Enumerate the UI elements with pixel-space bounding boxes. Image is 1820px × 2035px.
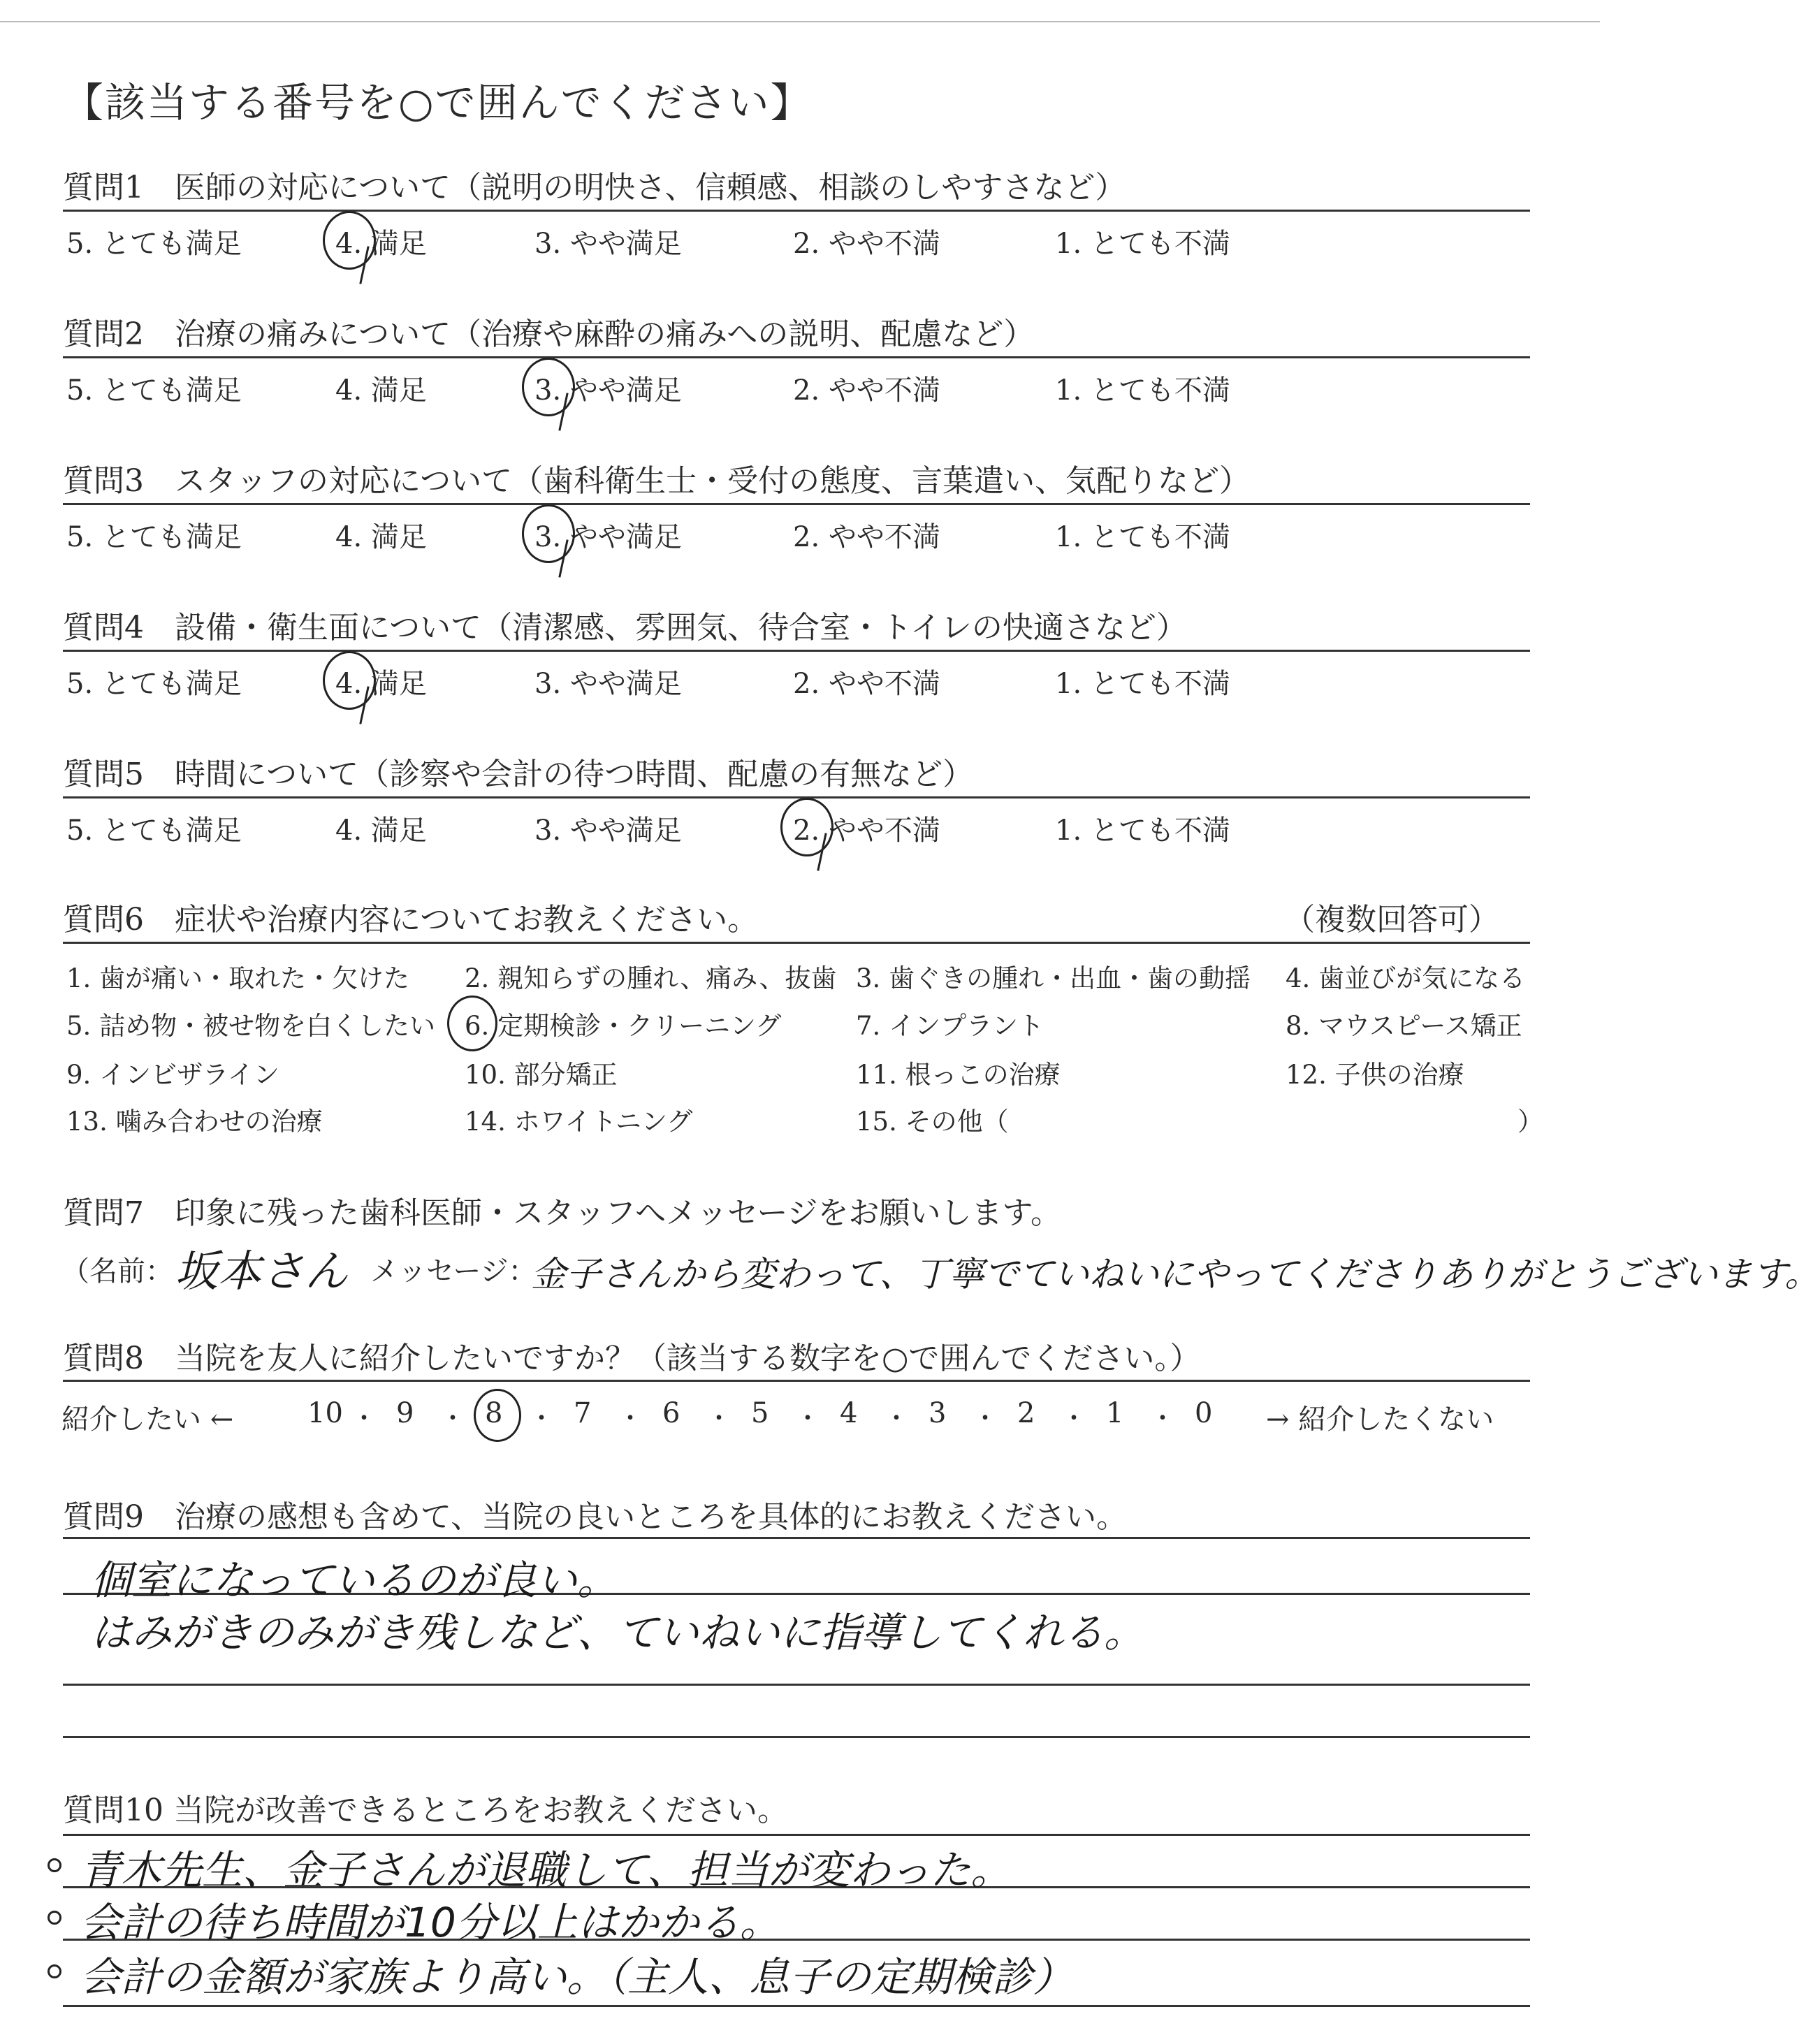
q1-option-1[interactable]: 1. とても不満 bbox=[1055, 228, 1230, 260]
q3-option-3[interactable]: 3. やや満足 bbox=[534, 521, 682, 553]
q6-option-10[interactable]: 10. 部分矯正 bbox=[465, 1060, 618, 1090]
q8-heading: 質問8 当院を友人に紹介したいですか？（該当する数字を○で囲んでください。） bbox=[63, 1341, 1201, 1376]
q7-message-label: メッセージ： bbox=[370, 1255, 537, 1288]
q5-option-4[interactable]: 4. 満足 bbox=[335, 815, 427, 847]
q6-option-8[interactable]: 8. マウスピース矯正 bbox=[1286, 1011, 1522, 1041]
separator-dot-icon: ・ bbox=[1061, 1404, 1087, 1433]
q2-option-2[interactable]: 2. やや不満 bbox=[793, 374, 940, 407]
separator-dot-icon: ・ bbox=[1150, 1404, 1176, 1433]
q8-left-label: 紹介したい ← bbox=[61, 1403, 234, 1436]
q10-answer-2[interactable]: 会計の待ち時間が10分以上はかかる。 bbox=[80, 1899, 780, 1946]
q5-rule bbox=[63, 796, 1530, 798]
q3-option-1[interactable]: 1. とても不満 bbox=[1055, 521, 1230, 553]
q3-option-4[interactable]: 4. 満足 bbox=[335, 521, 427, 553]
selection-circle-icon bbox=[323, 651, 376, 710]
q5-option-1[interactable]: 1. とても不満 bbox=[1055, 815, 1230, 847]
q8-scale-5[interactable]: 5 bbox=[751, 1397, 769, 1429]
q8-scale-9[interactable]: 9 bbox=[396, 1397, 414, 1429]
q5-option-2[interactable]: 2. やや不満 bbox=[793, 815, 940, 847]
separator-dot-icon: ・ bbox=[884, 1404, 910, 1433]
q6-option-11[interactable]: 11. 根っこの治療 bbox=[856, 1060, 1061, 1090]
q6-option-14[interactable]: 14. ホワイトニング bbox=[465, 1107, 693, 1137]
selection-circle-icon bbox=[522, 358, 575, 416]
q2-option-4[interactable]: 4. 満足 bbox=[335, 374, 427, 407]
q4-option-1[interactable]: 1. とても不満 bbox=[1055, 668, 1230, 700]
q8-scale-3[interactable]: 3 bbox=[929, 1397, 947, 1429]
q6-option-13[interactable]: 13. 噛み合わせの治療 bbox=[66, 1107, 323, 1137]
q3-option-5[interactable]: 5. とても満足 bbox=[66, 521, 242, 553]
q3-heading: 質問3 スタッフの対応について（歯科衛生士・受付の態度、言葉遣い、気配りなど） bbox=[63, 463, 1251, 499]
separator-dot-icon: ・ bbox=[529, 1404, 555, 1433]
q9-line-4 bbox=[63, 1736, 1530, 1738]
q10-answer-3[interactable]: 会計の金額が家族より高い。（主人、息子の定期検診） bbox=[80, 1953, 1074, 2001]
page-title: 【該当する番号を○で囲んでください】 bbox=[63, 79, 813, 126]
q4-option-5[interactable]: 5. とても満足 bbox=[66, 668, 242, 700]
q1-option-5[interactable]: 5. とても満足 bbox=[66, 228, 242, 260]
q6-option-4[interactable]: 4. 歯並びが気になる bbox=[1286, 963, 1526, 993]
bullet-icon bbox=[48, 1911, 61, 1925]
q6-option-3[interactable]: 3. 歯ぐきの腫れ・出血・歯の動揺 bbox=[856, 963, 1251, 993]
q10-line-4 bbox=[63, 2005, 1530, 2007]
q7-heading: 質問7 印象に残った歯科医師・スタッフへメッセージをお願いします。 bbox=[63, 1195, 1061, 1231]
q4-option-3[interactable]: 3. やや満足 bbox=[534, 668, 682, 700]
separator-dot-icon: ・ bbox=[973, 1404, 998, 1433]
q8-scale-8[interactable]: 8 bbox=[485, 1397, 503, 1429]
q4-option-2[interactable]: 2. やや不満 bbox=[793, 668, 940, 700]
separator-dot-icon: ・ bbox=[351, 1404, 377, 1433]
q10-line-1 bbox=[63, 1834, 1530, 1836]
q2-option-3[interactable]: 3. やや満足 bbox=[534, 374, 682, 407]
q7-name-value[interactable]: 坂本さん bbox=[175, 1246, 349, 1297]
q1-heading: 質問1 医師の対応について（説明の明快さ、信頼感、相談のしやすさなど） bbox=[63, 170, 1126, 205]
q6-option-1[interactable]: 1. 歯が痛い・取れた・欠けた bbox=[66, 963, 410, 993]
q8-scale-10[interactable]: 10 bbox=[307, 1397, 343, 1429]
q2-heading: 質問2 治療の痛みについて（治療や麻酔の痛みへの説明、配慮など） bbox=[63, 316, 1035, 352]
q3-option-2[interactable]: 2. やや不満 bbox=[793, 521, 940, 553]
q6-rule bbox=[63, 942, 1530, 944]
q8-scale-0[interactable]: 0 bbox=[1195, 1397, 1213, 1429]
q8-scale-1[interactable]: 1 bbox=[1106, 1397, 1124, 1429]
separator-dot-icon: ・ bbox=[795, 1404, 821, 1433]
q8-scale-6[interactable]: 6 bbox=[662, 1397, 680, 1429]
q1-option-4[interactable]: 4. 満足 bbox=[335, 228, 427, 260]
bullet-icon bbox=[48, 1964, 61, 1978]
q2-rule bbox=[63, 356, 1530, 358]
q9-answer-1[interactable]: 個室になっているのが良い。 bbox=[91, 1556, 618, 1604]
q8-right-label: → 紹介したくない bbox=[1266, 1403, 1494, 1436]
selection-circle-icon bbox=[474, 1389, 521, 1442]
q5-option-3[interactable]: 3. やや満足 bbox=[534, 815, 682, 847]
q4-rule bbox=[63, 650, 1530, 652]
q9-heading: 質問9 治療の感想も含めて、当院の良いところを具体的にお教えください。 bbox=[63, 1499, 1128, 1535]
selection-circle-icon bbox=[780, 798, 833, 856]
q9-line-3 bbox=[63, 1684, 1530, 1686]
q7-message-value[interactable]: 金子さんから変わって、丁寧でていねいにやってくださりありがとうございます。 bbox=[531, 1254, 1820, 1294]
q6-option-6[interactable]: 6. 定期検診・クリーニング bbox=[465, 1011, 782, 1041]
q6-option-5[interactable]: 5. 詰め物・被せ物を白くしたい bbox=[66, 1011, 436, 1041]
page-top-edge bbox=[0, 21, 1600, 22]
q6-heading: 質問6 症状や治療内容についてお教えください。 bbox=[63, 902, 759, 938]
q5-heading: 質問5 時間について（診察や会計の待つ時間、配慮の有無など） bbox=[63, 757, 974, 792]
q4-option-4[interactable]: 4. 満足 bbox=[335, 668, 427, 700]
q8-scale-4[interactable]: 4 bbox=[840, 1397, 858, 1429]
selection-circle-icon bbox=[522, 504, 575, 563]
q1-rule bbox=[63, 210, 1530, 212]
separator-dot-icon: ・ bbox=[706, 1404, 732, 1433]
q3-rule bbox=[63, 503, 1530, 505]
q4-heading: 質問4 設備・衛生面について（清潔感、雰囲気、待合室・トイレの快適さなど） bbox=[63, 610, 1187, 645]
q10-heading: 質問10 当院が改善できるところをお教えください。 bbox=[63, 1793, 788, 1828]
separator-dot-icon: ・ bbox=[618, 1404, 643, 1433]
q6-option-16[interactable]: ） bbox=[1517, 1107, 1543, 1137]
q9-answer-2[interactable]: はみがきのみがき残しなど、ていねいに指導してくれる。 bbox=[91, 1609, 1145, 1656]
q9-line-1 bbox=[63, 1537, 1530, 1539]
q5-option-5[interactable]: 5. とても満足 bbox=[66, 815, 242, 847]
q2-option-5[interactable]: 5. とても満足 bbox=[66, 374, 242, 407]
q8-scale-7[interactable]: 7 bbox=[574, 1397, 592, 1429]
q6-option-12[interactable]: 12. 子供の治療 bbox=[1286, 1060, 1464, 1090]
q6-note: （複数回答可） bbox=[1284, 902, 1499, 938]
q7-name-label: （名前： bbox=[61, 1255, 173, 1288]
q10-answer-1[interactable]: 青木先生、金子さんが退職して、担当が変わった。 bbox=[80, 1846, 1012, 1894]
q1-option-3[interactable]: 3. やや満足 bbox=[534, 228, 682, 260]
q6-option-9[interactable]: 9. インビザライン bbox=[66, 1060, 279, 1090]
q8-scale-2[interactable]: 2 bbox=[1017, 1397, 1035, 1429]
selection-circle-icon bbox=[447, 995, 497, 1051]
q1-option-2[interactable]: 2. やや不満 bbox=[793, 228, 940, 260]
q6-option-2[interactable]: 2. 親知らずの腫れ、痛み、抜歯 bbox=[465, 963, 837, 993]
q8-rule bbox=[63, 1380, 1530, 1382]
q6-option-7[interactable]: 7. インプラント bbox=[856, 1011, 1044, 1041]
bullet-icon bbox=[48, 1858, 61, 1872]
q2-option-1[interactable]: 1. とても不満 bbox=[1055, 374, 1230, 407]
q6-option-15[interactable]: 15. その他（ bbox=[856, 1107, 1009, 1137]
separator-dot-icon: ・ bbox=[440, 1404, 466, 1433]
selection-circle-icon bbox=[323, 211, 376, 270]
